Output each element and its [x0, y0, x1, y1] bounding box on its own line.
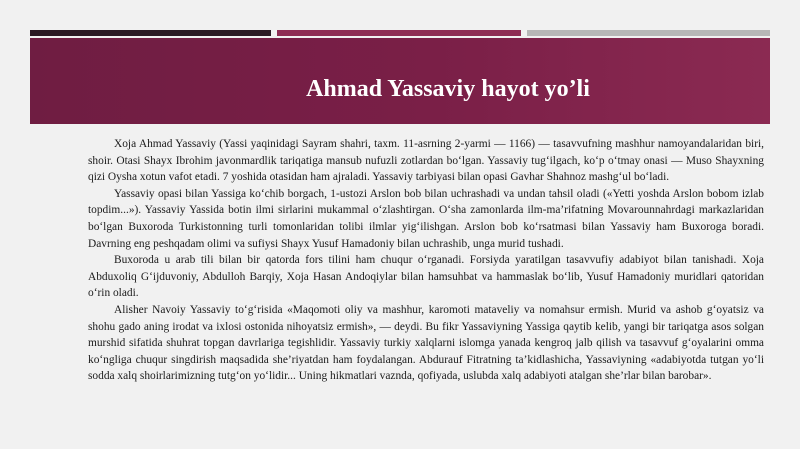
accent-bar-dark [30, 30, 271, 36]
top-accent-bars [0, 30, 800, 38]
accent-bar-gray [527, 30, 770, 36]
paragraph-1: Xoja Ahmad Yassaviy (Yassi yaqinidagi Sayram shahri, taxm. 11-asrning 2-yarmi — 1166) — tasavvufning mashhur namoyandalaridan biri, shoir. Otasi Shayx Ibrohim javonmardlik tariqatiga mansub nufuzli zotlardan bo‘lgan. Yassaviy tug‘ilgach, ko‘p o‘tmay onasi — Muso Shayxning qizi Oysha xotun vafot etadi. 7 yoshida otasidan ham ajraladi. Yassaviy tarbiyasi bilan opasi Gavhar Shahnoz mashg‘ul bo‘ladi. [88, 138, 764, 184]
accent-bar-maroon [277, 30, 521, 36]
slide-title: Ahmad Yassaviy hayot yo’li [306, 76, 590, 102]
slide-body [88, 136, 764, 385]
title-banner [30, 38, 770, 124]
paragraph-3: Buxoroda u arab tili bilan bir qatorda fors tilini ham chuqur o‘rganadi. Forsiyda yaratilgan tasavvufiy adabiyot bilan tanishadi. Xoja Abduxoliq G‘ijduvoniy, Abdulloh Barqiy, Xoja Hasan Andoqiylar bilan hamsuhbat va hammaslak bo‘lib, Yusuf Hamadoniy muridlari qatoridan o‘rin oladi. [88, 254, 764, 300]
paragraph-4: Alisher Navoiy Yassaviy to‘g‘risida «Maqomoti oliy va mashhur, karomoti mataveliy va nomahsur ermish. Murid va ashob g‘oyatsiz va shohu gado aning irodat va ixlosi ostonida nihoyatsiz ermish», — deydi. Bu fikr Yassaviyning Yassiga qaytib kelib, yangi bir tariqatga asos solgan murshid sifatida shuhrat topgan davrlariga tegishlidir. Yassaviy turkiy xalqlarni islomga yanada kengroq jalb qilish va tasavvuf g‘oyalarini omma ko‘ngliga chuqur singdirish maqsadida she’riyatdan ham foydalangan. Abdurauf Fitratning ta’kidlashicha, Yassaviyning «adabiyotda tutgan yo‘li sodda xalq shoirlarimizning tutg‘on yo‘lidir... Uning hikmatlari vaznda, qofiyada, uslubda xalq adabiyoti atalgan she’rlar bilan barobar». [88, 303, 764, 383]
paragraph-2: Yassaviy opasi bilan Yassiga ko‘chib borgach, 1-ustozi Arslon bob bilan uchrashadi va undan tahsil oladi («Yetti yoshda Arslon bobom izlab topdim...»). Yassaviy Yassida botin ilmi sirlarini mukammal o‘zlashtirgan. O‘sha zamonlarda ilm-ma’rifatning Movarounnahrdagi markazlaridan bo‘lgan Buxoroda Turkistonning turli tomonlaridan tolibi ilmlar yig‘ilishgan. Arslon bob ko‘rsatmasi bilan Yassaviy ham Buxoroga boradi. Davrning eng peshqadam olimi va sufiysi Shayx Yusuf Hamadoniy bilan uchrashib, unga murid tushadi. [88, 187, 764, 250]
